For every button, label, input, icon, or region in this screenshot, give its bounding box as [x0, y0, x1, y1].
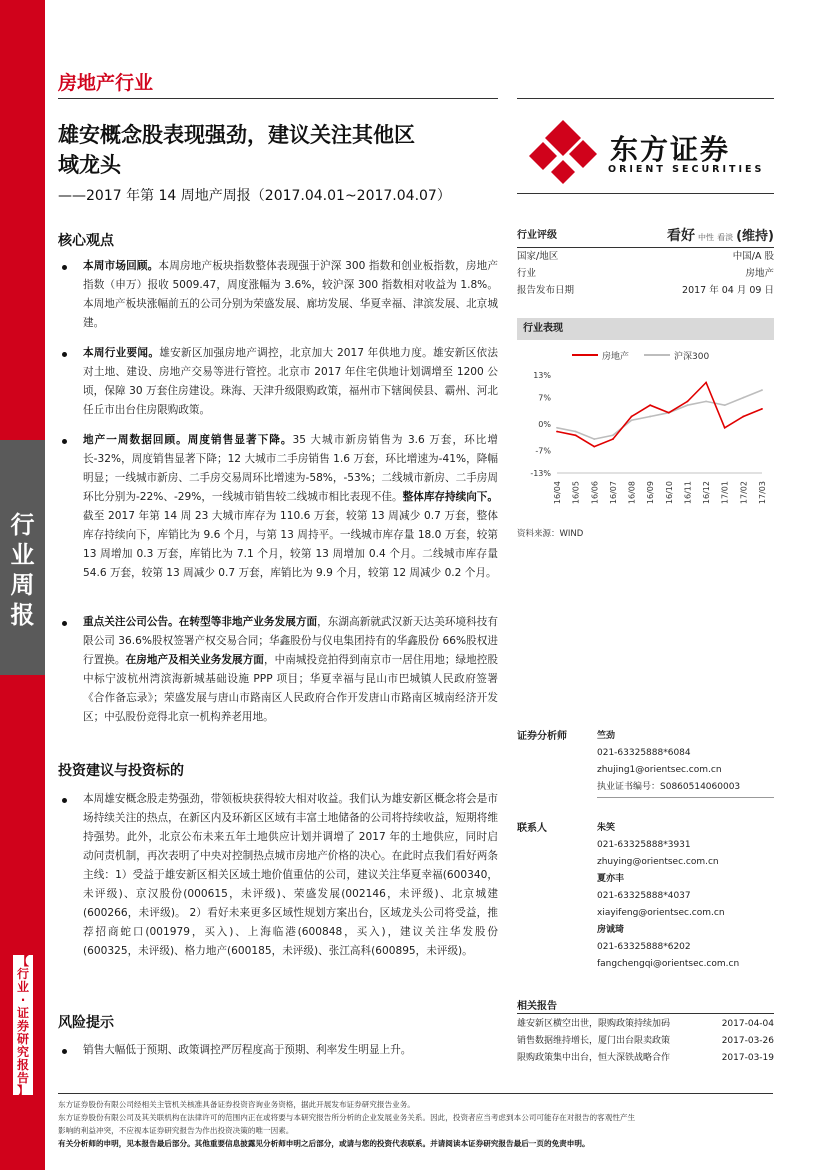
bullet-icon — [62, 798, 67, 803]
footer-divider — [58, 1093, 773, 1094]
data-point — [705, 382, 707, 384]
risk-paragraph: 销售大幅低于预期、政策调控严厉程度高于预期、利率发生明显上升。 — [83, 1044, 412, 1056]
section-invest-heading: 投资建议与投资标的 — [58, 763, 184, 779]
industry-label: 房地产行业 — [58, 72, 154, 94]
contacts-block: 朱笑 021-63325888*3931 zhuying@orientsec.com.cn 夏亦丰 021-63325888*4037 xiayifeng@orientsec.com.cn 房诚琦 021-63325888*6202 fangchengqi@orientsec.com.cn — [597, 823, 740, 969]
data-point — [649, 416, 651, 418]
bullet-icon — [62, 352, 67, 357]
section-risk-heading: 风险提示 — [58, 1015, 114, 1031]
analyst-block: 竺劲 021-63325888*6084 zhujing1@orientsec.com.cn 执业证书编号：S0860514060003 — [597, 731, 741, 792]
data-point — [687, 400, 689, 402]
x-tick-label: 16/07 — [608, 481, 618, 505]
vertical-title-char: 报 — [10, 601, 35, 629]
data-point — [631, 419, 633, 421]
vertical-title-char: 行 — [10, 511, 35, 539]
vertical-title-char: 业 — [10, 541, 35, 569]
footer-disclaimer: 东方证券股份有限公司经相关主管机关核准具备证券投资咨询业务资格，据此开展发布证券研究报告业务。 东方证券股份有限公司及其关联机构在法律许可的范围内正在或将要与本研究报告所分析的企业发展业务关系。因此，投资者应当考虑到本公司可能存在对报告的客观性产生 影响的利益冲突，不应视本证券研究报告为作出投资决策的唯一因素。 有关分析师的申明，见本报告最后部分。其他重要信息披露见分析师申明之后部分，或请与您的投资代表联系。并请阅读本证券研究报告最后一页的免责申明。 — [58, 1100, 636, 1148]
logo-en: ORIENT SECURITIES — [608, 164, 765, 175]
related-list — [517, 1016, 774, 1067]
data-point — [761, 408, 763, 410]
data-point — [649, 404, 651, 406]
core-paragraph-1: 本周市场回顾。本周房地产板块指数整体表现强于沪深 300 指数和创业板指数，房地产指数（申万）报收 5009.47，周度涨幅为 3.6%，较沪深 300 指数相对收益为 1.8%。本周地产板块涨幅前五的公司分别为荣盛发展、廊坊发展、华夏幸福、津滨发展、北京城建。 — [83, 260, 499, 329]
x-tick-label: 17/01 — [720, 481, 730, 505]
related-item[interactable]: 雄安新区横空出世，限购政策持续加码 2017-04-04 — [517, 1019, 774, 1029]
data-point — [612, 438, 614, 440]
performance-header: 行业表现 — [517, 318, 774, 340]
data-point — [705, 400, 707, 402]
rating-row: 行业评级 看好 中性 看淡 (维持) — [517, 225, 774, 248]
contacts-label: 联系人 — [517, 823, 547, 834]
data-point — [593, 438, 595, 440]
invest-paragraph: 本周雄安概念股走势强劲，带领板块获得较大相对收益。我们认为雄安新区概念将会是市场持续关注的热点，在新区内及环新区区域有丰富土地储备的公司将持续收益，短期将维持强势。此外，北京公布未来五年土地供应计划并调增了 2017 年的土地供应，同时启动问责机制，再次表明了中央对控制热点城市房地产价格的决心。在此时点我们看好两条主线：1）受益于雄安新区相关区域土地价值重估的公司，建议关注华夏幸福(600340，未评级)、京汉股份(000615，未评级)、荣盛发展(002146，未评级)、北京城建(600266，未评级)。 2）看好未来更多区域性规划方案出台，区域龙头公司将受益，推荐招商蛇口(001979，买入)、上海临港(600848，买入)，建议关注华发股份(600325，未评级)、格力地产(600185，未评级)、张江高科(600895，未评级)。 — [83, 793, 498, 957]
data-point — [724, 427, 726, 429]
related-heading: 相关报告 — [517, 1001, 557, 1012]
y-tick-label: 7% — [538, 393, 551, 403]
x-tick-label: 17/02 — [739, 481, 749, 505]
bullet-icon — [62, 439, 67, 444]
report-subtitle: ——2017 年第 14 周地产周报（2017.04.01~2017.04.07） — [58, 188, 451, 204]
data-point — [612, 434, 614, 436]
y-tick-label: -13% — [530, 469, 551, 478]
vertical-title-box — [0, 440, 45, 675]
data-point — [761, 389, 763, 391]
section-core-heading: 核心观点 — [58, 233, 114, 249]
data-point — [742, 416, 744, 418]
divider — [58, 98, 498, 99]
core-paragraph-2: 本周行业要闻。雄安新区加强房地产调控，北京加大 2017 年供地力度。雄安新区依法对土地、建设、房地产交易等进行管控。北京市 2017 年住宅供地计划调增至 1200 公顷，保障 30 万套住房建设。珠海、天津升级限购政策，福州市下辖闽侯县、霸州、河北任丘市出台住房限购政策。 — [83, 347, 498, 416]
performance-chart — [517, 343, 774, 523]
series-line-csi300 — [557, 390, 762, 439]
y-tick-label: -7% — [535, 446, 551, 456]
divider — [517, 193, 774, 194]
orient-logo-icon — [527, 118, 599, 184]
data-point — [593, 446, 595, 448]
core-paragraph-3: 地产一周数据回顾。周度销售显著下降。35 大城市新房销售为 3.6 万套，环比增长-32%，周度销售显著下降；12 大城市二手房销售 1.6 万套，环比增速为-41%，降幅明显；一线城市新房、二手房交易周环比增速为-58%，-53%；二线城市新房、二手房周环比分别为-22%、-29%，一线城市销售较二线城市相比表现不佳。整体库存持续向下。截至 2017 年第 14 周 23 大城市库存为 110.6 万套，较第 13 周减少 0.7 万套，整体库存持续向下，库销比为 9.6 个月，与第 13 周持平。一线城市库存量 18.0 万套，较第 13 周增加 0.3 万套，库销比为 7.1 个月，较第 13 周增加 0.4 个月。二线城市库存量 54.6 万套，较第 13 周减少 0.7 万套，库销比为 9.9 个月，较第 12 周减少 0.2 个月。 — [83, 434, 498, 579]
divider — [517, 98, 774, 99]
x-tick-label: 16/05 — [571, 481, 581, 505]
x-tick-label: 16/09 — [646, 481, 656, 505]
data-point — [724, 404, 726, 406]
divider — [517, 1013, 774, 1014]
data-point — [687, 404, 689, 406]
x-tick-label: 16/11 — [683, 481, 693, 505]
divider — [597, 797, 774, 798]
logo-cn: 东方证券 — [610, 133, 731, 166]
y-tick-label: 13% — [533, 371, 551, 380]
x-tick-label: 17/03 — [758, 481, 767, 505]
data-point — [556, 427, 558, 429]
chart-source: 资料来源：WIND — [517, 529, 584, 539]
data-point — [556, 431, 558, 433]
data-point — [575, 434, 577, 436]
date-row: 报告发布日期 2017 年 04 月 09 日 — [517, 285, 774, 296]
x-tick-label: 16/04 — [553, 481, 562, 505]
report-type-label: 【 行 业 · 证 券 研 究 报 告 】 — [0, 955, 45, 1170]
country-row: 国家/地区 中国/A 股 — [517, 251, 774, 262]
related-item[interactable]: 限购政策集中出台，恒大深铁战略合作 2017-03-19 — [517, 1053, 774, 1063]
x-tick-label: 16/06 — [590, 481, 600, 505]
vertical-title-char: 周 — [10, 571, 35, 599]
x-tick-label: 16/10 — [664, 481, 674, 505]
data-point — [668, 412, 670, 414]
core-paragraph-4: 重点关注公司公告。在转型等非地产业务发展方面，东湖高新就武汉新天达美环境科技有限公司 36.6%股权签署产权交易合同；华鑫股份与仪电集团持有的华鑫股份 66%股权进行置换。在房地产及相关业务发展方面，中南城投竞拍得到南京市一居住用地；绿地控股中标宁波杭州湾滨海新城基础设施 PPP 项目；华夏幸福与昆山市巴城镇人民政府签署《合作备忘录》；荣盛发展与唐山市路南区人民政府合作开发唐山市路南区城南经济开发区；中弘股份竞得北京一机构养老用地。 — [83, 616, 499, 723]
y-tick-label: 0% — [538, 420, 551, 429]
data-point — [575, 431, 577, 433]
bullet-icon — [62, 265, 67, 270]
analyst-label: 证券分析师 — [517, 731, 567, 742]
legend-label: 沪深300 — [674, 352, 710, 362]
report-title: 雄安概念股表现强劲，建议关注其他区 域龙头 — [58, 123, 415, 177]
data-point — [742, 397, 744, 399]
bullet-icon — [62, 621, 67, 626]
legend-label: 房地产 — [602, 352, 630, 362]
data-point — [631, 416, 633, 418]
bullet-icon — [62, 1049, 67, 1054]
industry-row: 行业 房地产 — [517, 268, 774, 279]
rating-table — [517, 225, 774, 299]
x-tick-label: 16/08 — [627, 481, 637, 505]
x-tick-label: 16/12 — [702, 481, 712, 505]
related-item[interactable]: 销售数据维持增长，厦门出台限卖政策 2017-03-26 — [517, 1036, 774, 1046]
